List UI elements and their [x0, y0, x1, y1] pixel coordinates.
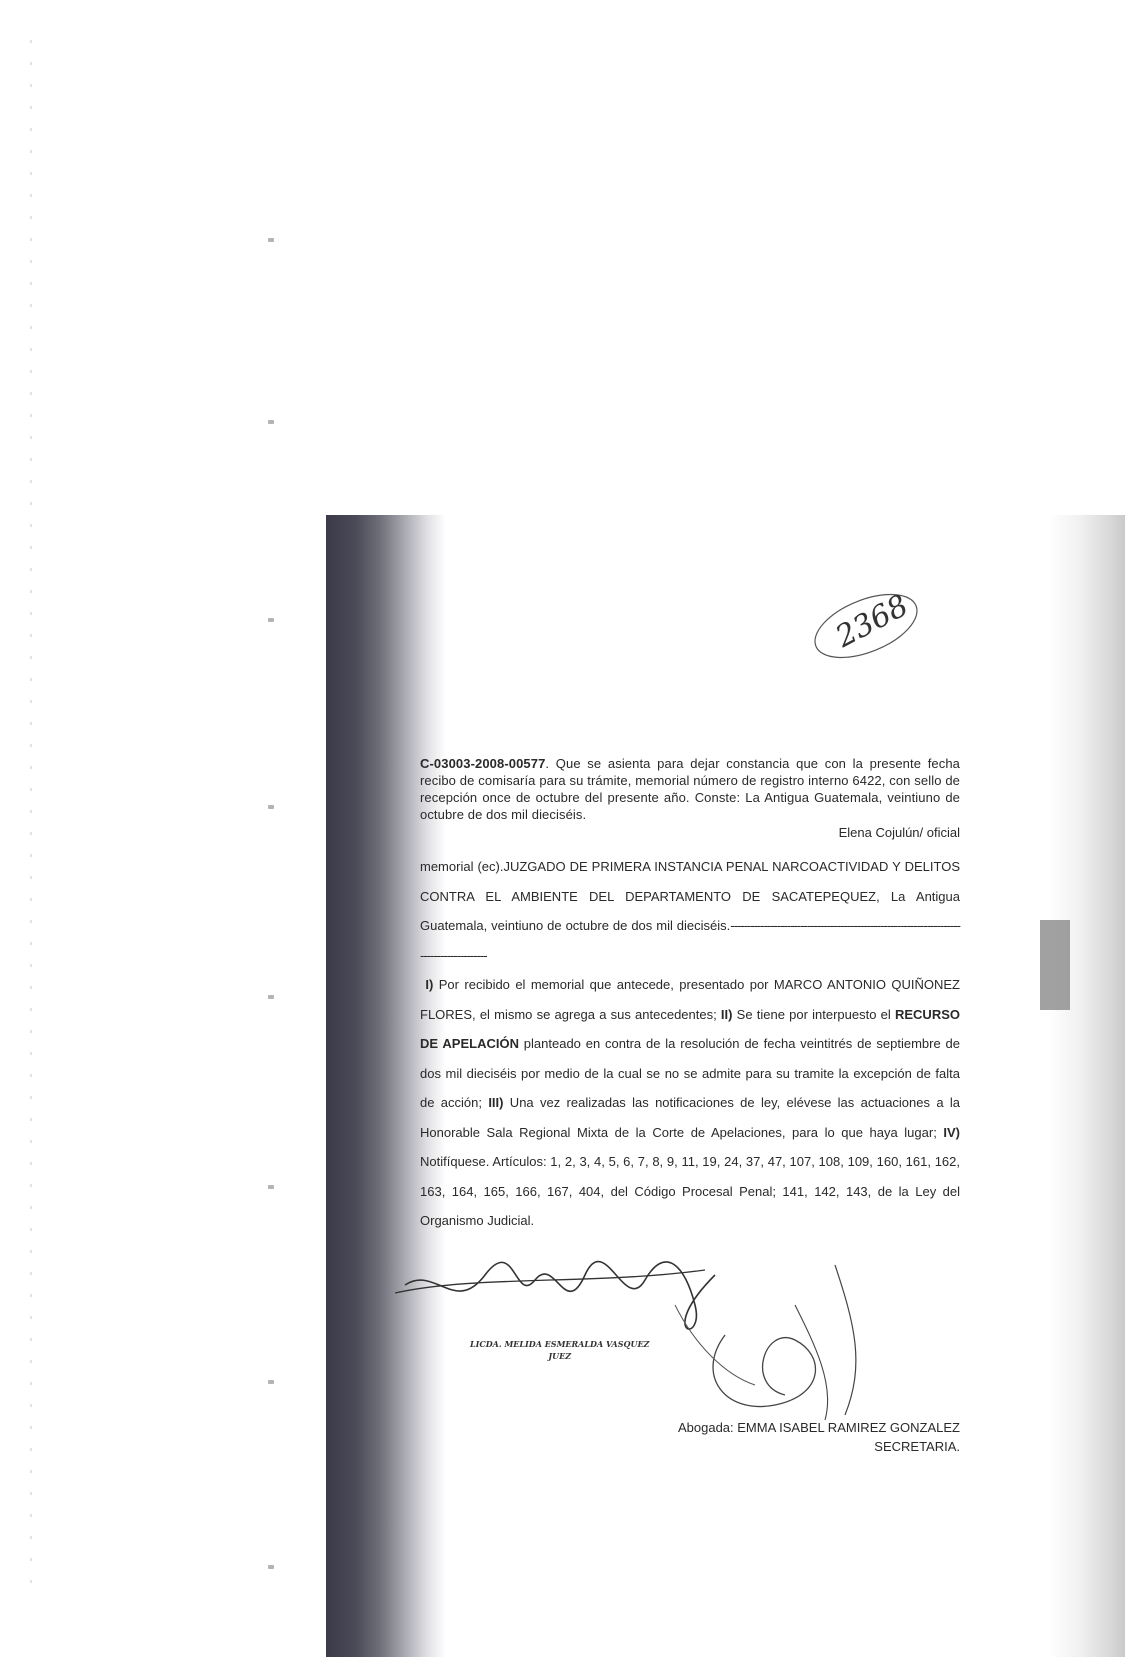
- folio-number-annotation: [808, 590, 928, 660]
- document-body: [420, 755, 960, 1236]
- judge-seal-title: JUEZ: [548, 1351, 572, 1361]
- point-2-marker: II): [720, 1006, 733, 1022]
- scan-speck: [268, 1185, 274, 1189]
- point-3-marker: III): [488, 1095, 504, 1110]
- resolution-heading: memorial (ec).JUZGADO DE PRIMERA INSTANCIA PENAL NARCOACTIVIDAD Y DELITOS CONTRA EL AMBIENTE DEL DEPARTAMENTO DE SACATEPEQUEZ, La Antigua Guatemala, veintiuno de octubre de dos mil dieciséis.: [420, 859, 960, 933]
- appeal-label: RECURSO DE APELACIÓN: [420, 1006, 960, 1051]
- court-resolution: [420, 852, 960, 1236]
- scan-speck: [268, 1565, 274, 1569]
- point-1-text: Por recibido el memorial que antecede, presentado por MARCO ANTONIO QUIÑONEZ FLORES, el mismo se agrega a sus antecedentes;: [420, 977, 960, 1022]
- judge-seal: [470, 1338, 649, 1362]
- secretary-signature-block: [560, 1418, 960, 1456]
- case-number: C-03003-2008-00577: [420, 756, 546, 771]
- point-4-text: Notifíquese. Artículos: 1, 2, 3, 4, 5, 6, 7, 8, 9, 11, 19, 24, 37, 47, 107, 108, 109, 160, 161, 162, 163, 164, 165, 166, 167, 404, del Código Procesal Penal; 141, 142, 143, de la Ley del Organismo Judicial.: [420, 1154, 960, 1228]
- judge-seal-name: LICDA. MELIDA ESMERALDA VASQUEZ: [470, 1339, 650, 1349]
- point-4-marker: IV): [943, 1124, 960, 1140]
- point-1-marker: I): [425, 977, 434, 992]
- officer-name: Elena Cojulún/ oficial: [838, 825, 960, 840]
- scan-speck: [268, 995, 274, 999]
- folio-number: 2368: [830, 588, 915, 655]
- scan-speck: [268, 238, 274, 242]
- scan-speck: [268, 420, 274, 424]
- secretary-title: SECRETARIA.: [874, 1439, 960, 1454]
- photocopy-edge-tab: [1040, 920, 1070, 1010]
- certification-note: [420, 755, 960, 823]
- scan-speck: [268, 618, 274, 622]
- point-3-text: Una vez realizadas las notificaciones de ley, elévese las actuaciones a la Honorable Sala Regional Mixta de la Corte de Apelaciones, para lo que haya lugar;: [420, 1095, 960, 1140]
- photocopy-right-edge: [1048, 515, 1125, 1657]
- scan-speck: [268, 1380, 274, 1384]
- secretary-name: Abogada: EMMA ISABEL RAMIREZ GONZALEZ: [677, 1420, 960, 1435]
- scan-speck: [268, 805, 274, 809]
- scan-left-edge: [30, 40, 32, 1600]
- point-2-text-b: planteado en contra de la resolución de fecha veintitrés de septiembre de dos mil dieciséis por medio de la cual se no se admite para su tramite la excepción de falta de acción;: [420, 1036, 960, 1110]
- certification-text: . Que se asienta para dejar constancia que con la presente fecha recibo de comisaría para su trámite, memorial número de registro interno 6422, con sello de recepción once de octubre del presente año. Conste: La Antigua Guatemala, veintiuno de octubre de dos mil dieciséis.: [420, 756, 960, 822]
- filler-dashes: -----------------------------------------------------------------------------------------: [420, 918, 960, 963]
- point-2-text-a: Se tiene por interpuesto el: [732, 1006, 895, 1022]
